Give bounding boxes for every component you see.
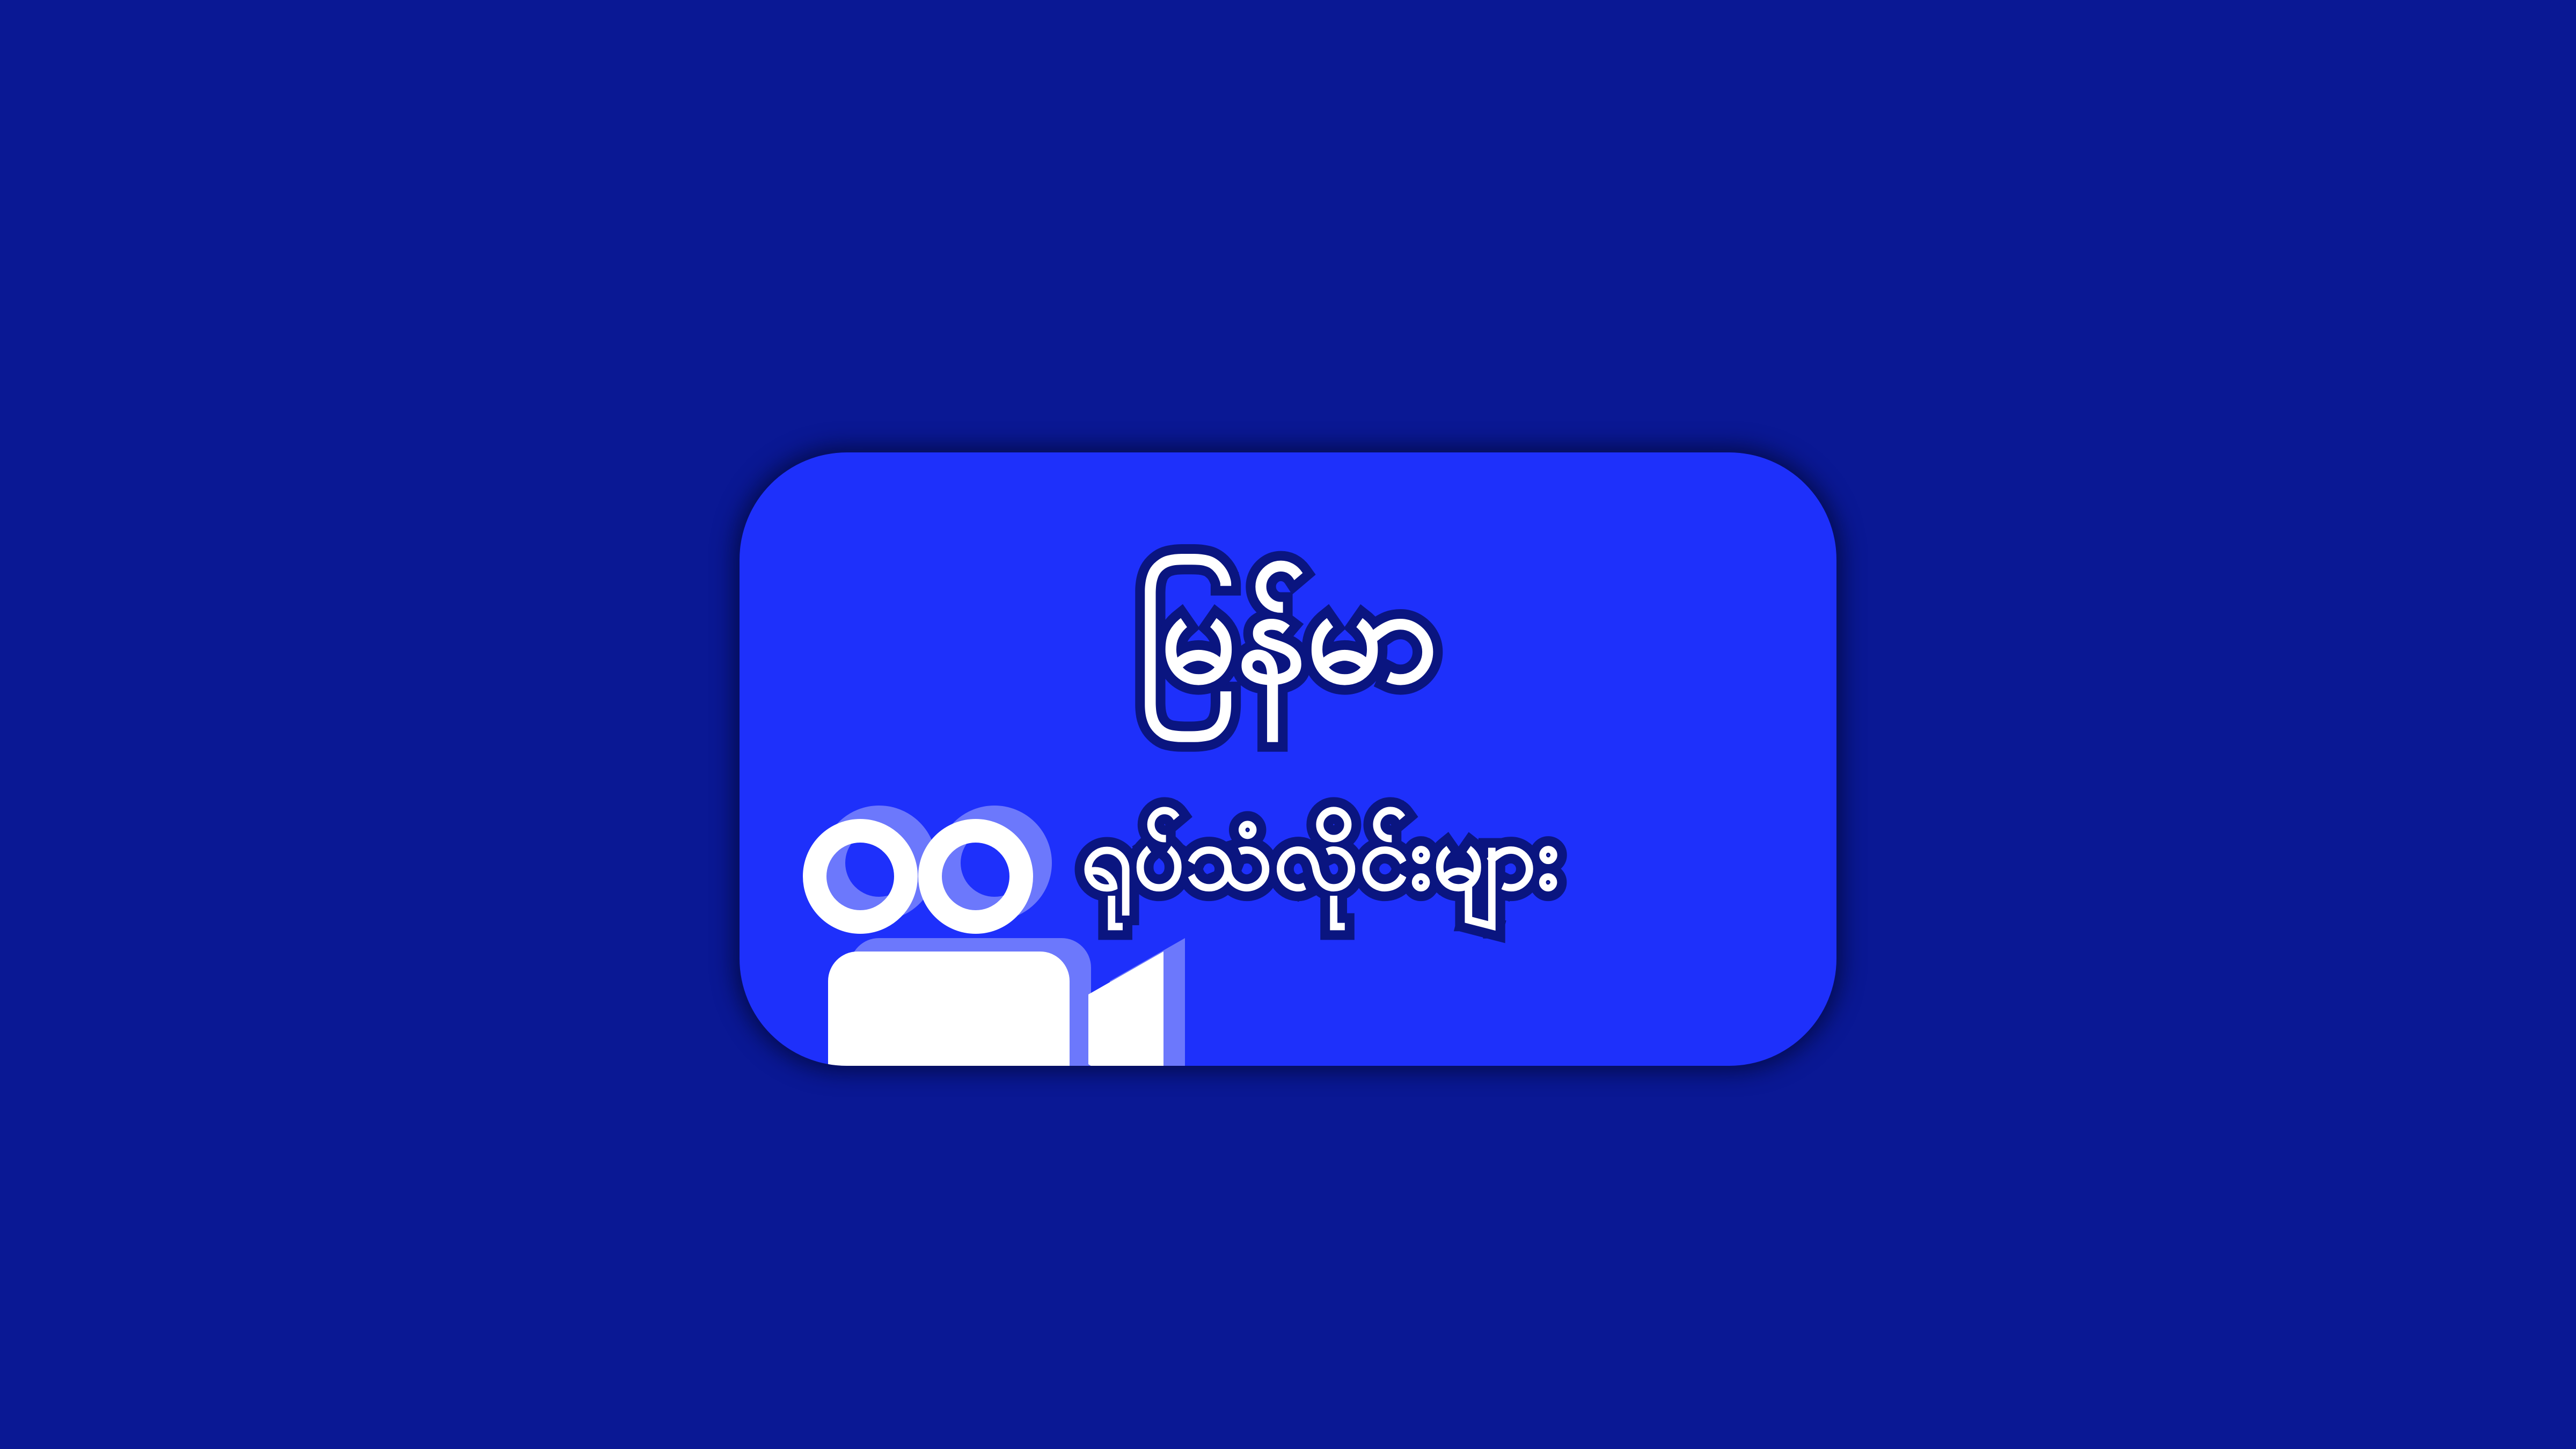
app-card[interactable]	[740, 452, 1836, 1066]
app-title: မြန်မာ	[1138, 557, 1438, 713]
app-subtitle: ရုပ်သံလိုင်းများ	[1080, 804, 1560, 911]
